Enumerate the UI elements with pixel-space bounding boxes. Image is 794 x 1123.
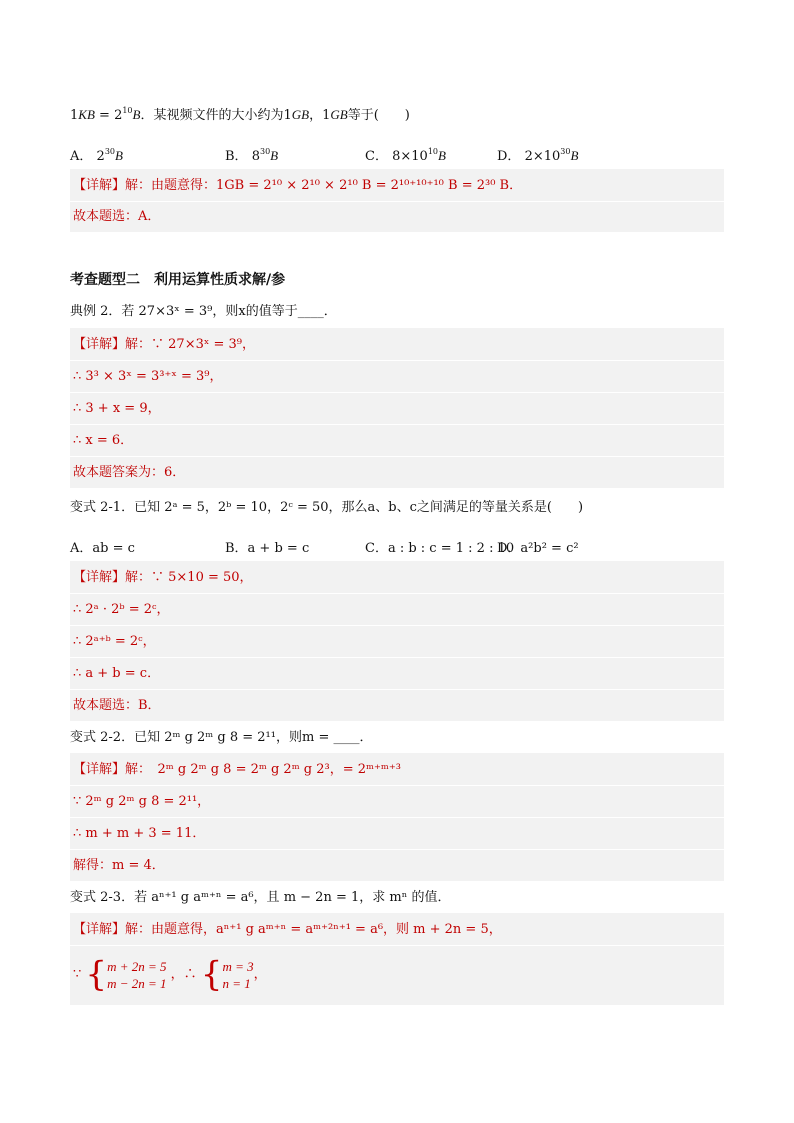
divider — [70, 593, 724, 594]
left-brace: { — [85, 954, 108, 995]
solution-text: 解：∵ 27×3ˣ = 3⁹， — [125, 337, 256, 352]
solution-answer: 故本题选：A． — [73, 209, 161, 224]
solution-text: ∴ m + m + 3 = 11． — [73, 826, 206, 841]
divider — [70, 392, 724, 393]
option-value: 2×10 — [524, 149, 561, 164]
solution-text: ∴ 2ᵃ · 2ᵇ = 2ᶜ， — [73, 602, 170, 617]
divider — [70, 456, 724, 457]
solution-line — [73, 563, 253, 593]
system-2-eq-2: n = 1 — [222, 975, 251, 991]
v21-option-d[interactable]: D．a²b² = c² — [497, 541, 579, 556]
solution-text: ∴ a + b = c． — [73, 666, 161, 681]
option-exp: 30 — [104, 146, 115, 156]
solution-text: ∴ 3 + x = 9， — [73, 401, 161, 416]
section-heading: 考查题型二 利用运算性质求解/参 — [70, 272, 286, 288]
q1-stem-exp: 10 — [122, 105, 133, 115]
solution-line — [73, 171, 522, 201]
system-1 — [107, 958, 166, 992]
q1-stem-part: ．某视频文件的大小约为1 — [140, 108, 292, 123]
q1-option-a[interactable] — [70, 145, 123, 164]
option-label: D． — [497, 149, 521, 164]
variant-2-1-stem: 变式 2-1．已知 2ᵃ = 5，2ᵇ = 10，2ᶜ = 50，那么a、b、c之间满足的等量关系是( ) — [70, 500, 584, 515]
option-label: C． — [365, 149, 388, 164]
divider — [70, 849, 724, 850]
example-2-solution-box — [70, 328, 724, 488]
option-unit: B — [115, 148, 123, 163]
divider — [70, 817, 724, 818]
variant-2-2-stem: 变式 2-2．已知 2ᵐ g 2ᵐ g 8 = 2¹¹，则m = ____． — [70, 730, 373, 745]
solution-text: 解：由题意得：1GB = 2¹⁰ × 2¹⁰ × 2¹⁰ B = 2¹⁰⁺¹⁰⁺¹⁰ B = 2³⁰ B． — [125, 178, 523, 193]
option-unit: B — [270, 148, 279, 163]
system-1-eq-1: m + 2n = 5 — [107, 958, 167, 974]
solution-answer: 故本题选：B． — [73, 698, 161, 713]
q1-stem-part: 等于( ) — [347, 108, 410, 123]
q1-option-c[interactable] — [365, 145, 446, 164]
variant-2-2-solution-box — [70, 753, 724, 881]
option-label: B． — [225, 149, 248, 164]
q1-option-b[interactable] — [225, 145, 278, 164]
q1-stem-part: 1 — [70, 108, 79, 123]
solution-line — [73, 915, 502, 945]
variant-2-3-solution-box — [70, 913, 724, 1005]
divider — [70, 201, 724, 202]
divider — [70, 785, 724, 786]
divider — [70, 945, 724, 946]
divider — [70, 657, 724, 658]
solution-text: ∵ 2ᵐ g 2ᵐ g 8 = 2¹¹， — [73, 794, 211, 809]
option-label: A． — [70, 149, 93, 164]
solution-line — [73, 330, 255, 360]
solution-text: 解：由题意得，aⁿ⁺¹ g aᵐ⁺ⁿ = aᵐ⁺²ⁿ⁺¹ = a⁶，则 m + 2n = 5， — [125, 922, 502, 937]
q1-stem-part: GB — [291, 107, 310, 122]
detail-tag: 【详解】 — [73, 762, 126, 777]
q1-stem-part: KB — [78, 107, 95, 122]
system-2-eq-1: m = 3 — [222, 958, 254, 974]
solution-text: 解得：m = 4． — [73, 858, 165, 873]
solution-text: ∴ 3³ × 3ˣ = 3³⁺ˣ = 3⁹， — [73, 369, 223, 384]
solution-text: ∴ 2ᵃ⁺ᵇ = 2ᶜ， — [73, 634, 156, 649]
divider — [70, 424, 724, 425]
v21-option-b[interactable]: B．a + b = c — [225, 541, 310, 556]
q1-option-d[interactable] — [497, 145, 578, 164]
left-brace: { — [200, 954, 223, 995]
v21-option-a[interactable]: A．ab = c — [70, 541, 135, 556]
v21-option-c[interactable]: C．a : b : c = 1 : 2 : 10 — [365, 541, 515, 556]
detail-tag: 【详解】 — [73, 337, 126, 352]
option-value: 8×10 — [392, 149, 428, 164]
system-1-eq-2: m − 2n = 1 — [107, 975, 167, 991]
option-unit: B — [438, 148, 446, 163]
detail-tag: 【详解】 — [73, 922, 126, 937]
q1-stem-part: = 2 — [94, 108, 123, 123]
example-2-stem: 典例 2．若 27×3ˣ = 3⁹，则x的值等于____． — [70, 304, 337, 319]
solution-text: 解： 2ᵐ g 2ᵐ g 8 = 2ᵐ g 2ᵐ g 2³，= 2ᵐ⁺ᵐ⁺³ — [125, 762, 401, 777]
solution-text: 解：∵ 5×10 = 50， — [125, 570, 253, 585]
q1-stem — [70, 106, 410, 124]
solution-answer: 故本题答案为：6． — [73, 465, 186, 480]
option-value: 2 — [96, 149, 105, 164]
comma: ， — [253, 967, 267, 982]
detail-tag: 【详解】 — [73, 178, 126, 193]
option-exp: 10 — [427, 146, 438, 156]
variant-2-3-stem: 变式 2-3．若 aⁿ⁺¹ g aᵐ⁺ⁿ = a⁶，且 m − 2n = 1，求 mⁿ 的值． — [70, 890, 451, 905]
divider — [70, 360, 724, 361]
q1-stem-part: ，1 — [309, 108, 331, 123]
divider — [70, 625, 724, 626]
variant-2-1-solution-box — [70, 561, 724, 721]
because-symbol: ∵ — [73, 967, 82, 982]
detail-tag: 【详解】 — [73, 570, 126, 585]
option-unit: B — [570, 148, 579, 163]
equation-systems — [73, 951, 267, 999]
divider — [70, 689, 724, 690]
q1-stem-part: B — [132, 107, 141, 122]
solution-text: ∴ x = 6． — [73, 433, 134, 448]
system-2 — [222, 958, 253, 992]
q1-solution-box — [70, 169, 724, 232]
option-exp: 30 — [560, 146, 571, 156]
solution-line — [73, 755, 401, 785]
option-exp: 30 — [259, 146, 271, 156]
option-value: 8 — [251, 149, 260, 164]
therefore-symbol: ，∴ — [170, 967, 197, 982]
q1-stem-part: GB — [330, 107, 348, 122]
